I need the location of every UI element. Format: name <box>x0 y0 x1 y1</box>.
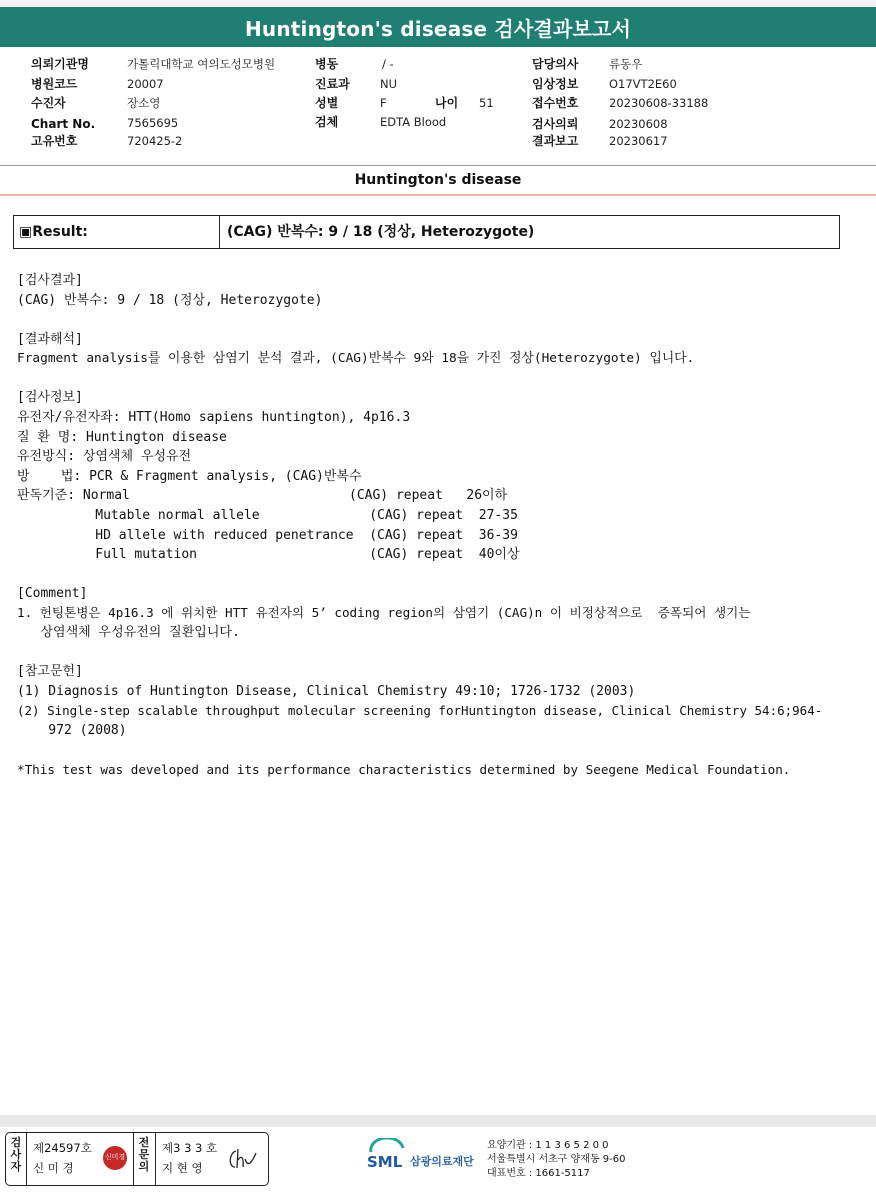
info-label: 병동 <box>315 57 339 71</box>
result-label: ▣Result: <box>14 216 220 248</box>
body-line: 판독기준: Normal (CAG) repeat 26이하 <box>17 488 508 503</box>
result-value: (CAG) 반복수: 9 / 18 (정상, Heterozygote) <box>227 224 535 240</box>
info-label: 수진자 <box>31 96 66 110</box>
footer-divider <box>0 1115 876 1127</box>
body-line: 1. 헌팅톤병은 4p16.3 에 위치한 HTT 유전자의 5’ coding region의 삼염기 (CAG)n 이 비정상적으로 증폭되어 생기는 <box>17 605 751 620</box>
org-phone: 대표번호 : 1661-5117 <box>487 1168 590 1179</box>
info-value: 51 <box>479 96 494 110</box>
info-label: 검체 <box>315 115 339 129</box>
info-value: 20230617 <box>609 134 668 148</box>
org-logo <box>365 1138 409 1178</box>
body-line: HD allele with reduced penetrance (CAG) repeat 36-39 <box>17 528 518 543</box>
info-value: O17VT2E60 <box>609 77 677 91</box>
info-value: 류동우 <box>609 57 643 71</box>
info-row <box>31 77 77 91</box>
info-value: NU <box>380 77 398 91</box>
org-info <box>487 1139 626 1181</box>
examiner-license: 제24597호 <box>33 1141 92 1155</box>
body-line: Mutable normal allele (CAG) repeat 27-35 <box>17 508 518 523</box>
info-value: 장소영 <box>127 96 161 110</box>
logo-text: SML <box>367 1153 403 1171</box>
info-row <box>31 134 77 148</box>
info-row <box>31 57 89 71</box>
body-line: Full mutation (CAG) repeat 40이상 <box>17 547 520 562</box>
body-line: 방 법: PCR & Fragment analysis, (CAG)반복수 <box>17 469 362 484</box>
body-line: *This test was developed and its performance characteristics determined by Seegene Medical Foundation. <box>17 762 791 777</box>
info-label: 나이 <box>435 96 459 110</box>
info-label: 고유번호 <box>31 134 78 148</box>
info-label: 담당의사 <box>532 57 579 71</box>
signature-icon <box>226 1145 260 1173</box>
body-line: 상염색체 우성유전의 질환입니다. <box>17 625 240 640</box>
body-line: Fragment analysis를 이용한 삼염기 분석 결과, (CAG)반복수 9와 18을 가진 정상(Heterozygote) 입니다. <box>17 351 695 366</box>
body-line: (2) Single-step scalable throughput molecular screening forHuntington disease, Clinical Chemistry 54:6;964- <box>17 703 823 718</box>
info-value: 20230608 <box>609 117 668 131</box>
info-value: F <box>380 96 387 110</box>
info-row <box>31 96 66 110</box>
info-label: 접수번호 <box>532 96 579 110</box>
body-line: [검사결과] <box>17 273 83 288</box>
info-row <box>532 96 578 110</box>
info-row <box>532 117 578 131</box>
divider <box>26 1133 27 1185</box>
info-row <box>315 115 338 129</box>
reviewer-name: 지 현 영 <box>162 1161 203 1175</box>
body-line: (1) Diagnosis of Huntington Disease, Clinical Chemistry 49:10; 1726-1732 (2003) <box>17 684 636 699</box>
divider <box>0 194 876 196</box>
info-row <box>532 134 578 148</box>
examiner-name: 신 미 경 <box>33 1161 74 1175</box>
info-label: 임상정보 <box>532 77 579 91</box>
body-line: [참고문헌] <box>17 664 83 679</box>
info-label: 성별 <box>315 96 339 110</box>
body-line: (CAG) 반복수: 9 / 18 (정상, Heterozygote) <box>17 293 323 308</box>
examiner-label: 검사자 <box>10 1136 22 1173</box>
result-box <box>13 215 840 249</box>
info-label: 진료과 <box>315 77 350 91</box>
top-strip <box>0 0 876 6</box>
info-row <box>315 96 338 110</box>
divider <box>133 1133 134 1185</box>
info-row <box>315 57 338 71</box>
info-label: 검사의뢰 <box>532 117 579 131</box>
org-address: 서울특별시 서초구 양재동 9-60 <box>487 1154 626 1165</box>
info-value: 7565695 <box>127 116 179 130</box>
info-label: 병원코드 <box>31 77 78 91</box>
signature-box <box>5 1132 269 1186</box>
body-line: [검사정보] <box>17 390 83 405</box>
info-label: 결과보고 <box>532 134 579 148</box>
body-line: 질 환 명: Huntington disease <box>17 430 227 445</box>
body-line: [결과해석] <box>17 332 83 347</box>
org-name: 삼광의료재단 <box>410 1155 474 1168</box>
divider <box>155 1133 156 1185</box>
info-row <box>532 77 578 91</box>
info-label: Chart No. <box>31 117 96 131</box>
info-value: 가톨릭대학교 여의도성모병원 <box>127 57 276 71</box>
info-row <box>31 117 95 131</box>
info-value: / - <box>382 57 394 71</box>
info-value: 720425-2 <box>127 134 183 148</box>
info-value: 20007 <box>127 77 164 91</box>
body-line: [Comment] <box>17 586 88 601</box>
info-row <box>532 57 578 71</box>
reviewer-license: 제3 3 3 호 <box>162 1141 218 1155</box>
info-label: 의뢰기관명 <box>31 57 89 71</box>
reviewer-label: 전문의 <box>138 1136 150 1173</box>
body-line: 유전자/유전자좌: HTT(Homo sapiens huntington), 4p16.3 <box>17 410 411 425</box>
info-value: EDTA Blood <box>380 115 447 129</box>
seal-stamp-icon <box>103 1146 127 1170</box>
report-title: Huntington's disease 검사결과보고서 <box>0 7 876 47</box>
seal-text: 신미경 <box>104 1153 126 1161</box>
info-value: 20230608-33188 <box>609 96 709 110</box>
info-row <box>315 77 350 91</box>
divider <box>0 165 876 166</box>
info-row <box>435 96 458 110</box>
body-line: 유전방식: 상염색체 우성유전 <box>17 449 192 464</box>
section-title: Huntington's disease <box>354 172 522 188</box>
sml-logo-icon <box>365 1138 409 1174</box>
org-code: 요양기관 : 1 1 3 6 5 2 0 0 <box>487 1140 609 1151</box>
body-line: 972 (2008) <box>17 723 127 738</box>
